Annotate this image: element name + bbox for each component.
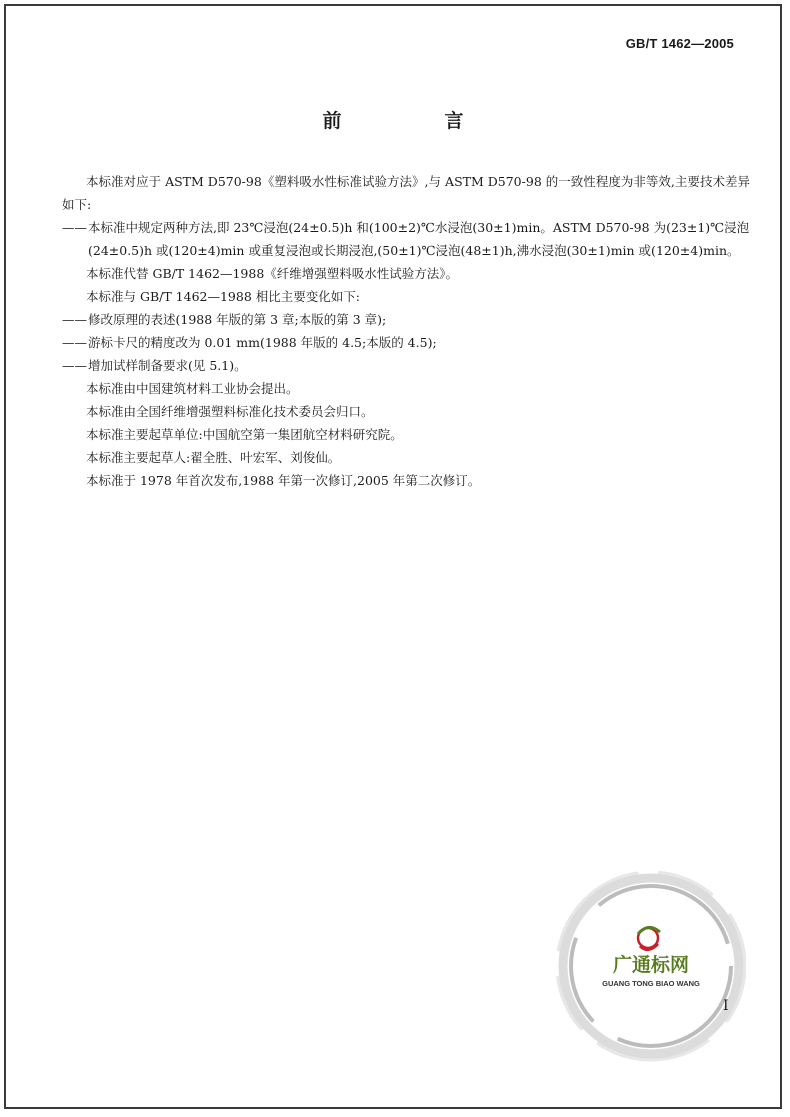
list-item: [62, 354, 750, 377]
watermark-name-en: GUANG TONG BIAO WANG: [602, 979, 700, 988]
standard-code: GB/T 1462—2005: [625, 36, 734, 51]
watermark-logo: [556, 846, 746, 1066]
list-item: [62, 216, 750, 262]
list-item-text: 本标准中规定两种方法,即 23℃浸泡(24±0.5)h 和(100±2)℃水浸泡(30±1)min。ASTM D570-98 为(23±1)℃浸泡(24±0.5)h 或(120±4)min 或重复浸泡或长期浸泡,(50±1)℃浸泡(48±1)h,沸水浸泡(30±1)min 或(120±4)min。: [88, 220, 750, 258]
list-dash: ——: [62, 358, 87, 373]
paragraph: 本标准于 1978 年首次发布,1988 年第一次修订,2005 年第二次修订。: [86, 473, 481, 488]
watermark-name-cn: 广通标网: [612, 954, 690, 976]
list-dash: ——: [62, 335, 87, 350]
list-item-text: 修改原理的表述(1988 年版的第 3 章;本版的第 3 章);: [88, 312, 387, 327]
paragraph: 本标准与 GB/T 1462—1988 相比主要变化如下:: [86, 289, 360, 304]
paragraph: 本标准代替 GB/T 1462—1988《纤维增强塑料吸水性试验方法》。: [86, 266, 459, 281]
list-item-text: 游标卡尺的精度改为 0.01 mm(1988 年版的 4.5;本版的 4.5);: [88, 335, 437, 350]
paragraph: 本标准对应于 ASTM D570-98《塑料吸水性标准试验方法》,与 ASTM D570-98 的一致性程度为非等效,主要技术差异如下:: [62, 174, 750, 212]
paragraph: 本标准主要起草人:翟全胜、叶宏军、刘俊仙。: [86, 450, 341, 465]
foreword-body: [62, 170, 750, 492]
list-item: [62, 308, 750, 331]
list-item: [62, 331, 750, 354]
document-page: [4, 4, 782, 1109]
list-dash: ——: [62, 220, 87, 235]
brand-emblem-icon: [638, 927, 660, 949]
paragraph: 本标准由中国建筑材料工业协会提出。: [86, 381, 299, 396]
page-title: 前 言: [322, 110, 506, 132]
paragraph: 本标准主要起草单位:中国航空第一集团航空材料研究院。: [86, 427, 403, 442]
list-item-text: 增加试样制备要求(见 5.1)。: [88, 358, 247, 373]
page-number: I: [723, 998, 729, 1014]
list-dash: ——: [62, 312, 87, 327]
paragraph: 本标准由全国纤维增强塑料标准化技术委员会归口。: [86, 404, 374, 419]
